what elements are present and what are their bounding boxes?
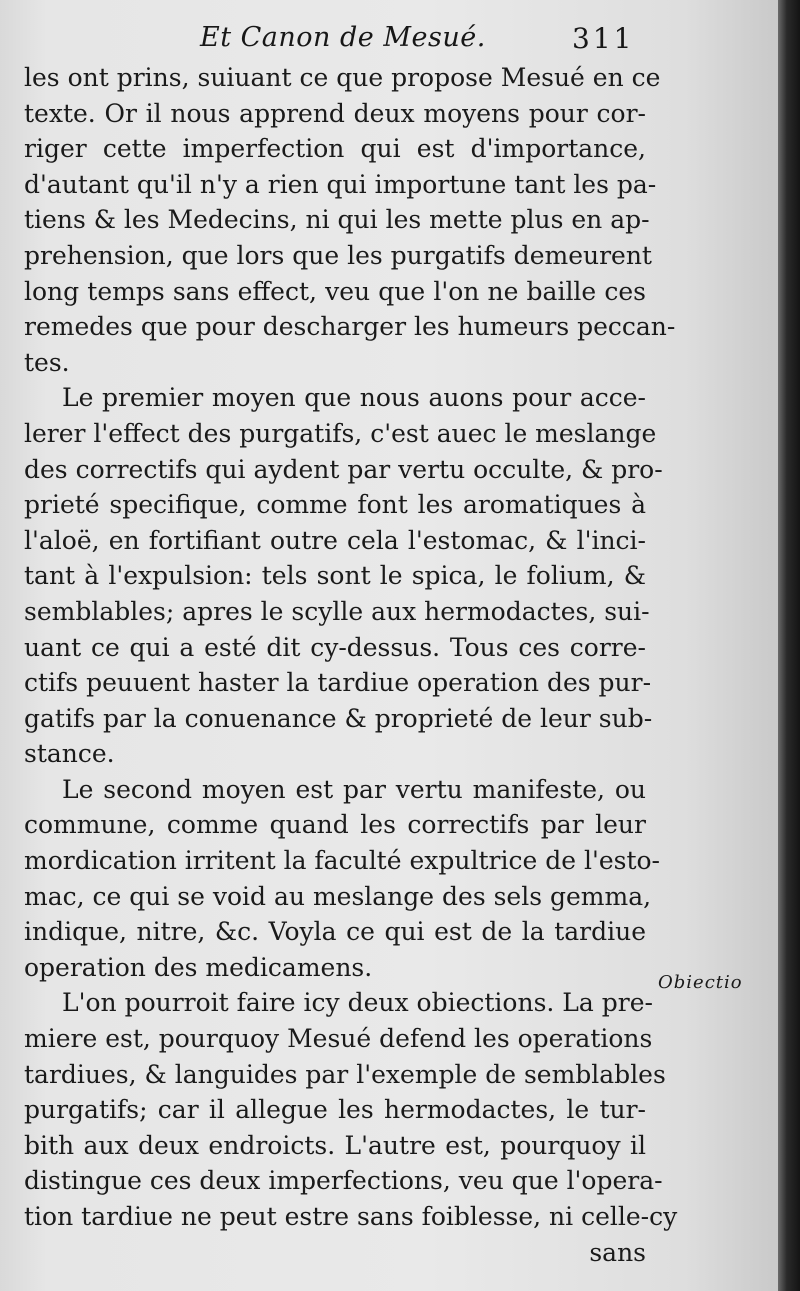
text-line: mordication irritent la faculté expultrice de l'esto- <box>24 846 660 876</box>
text-line: des correctifs qui aydent par vertu occulte, & pro- <box>24 454 663 484</box>
text-line: lerer l'effect des purgatifs, c'est auec le meslange <box>24 418 657 448</box>
text-line: gatifs par la conuenance & proprieté de leur sub- <box>24 703 653 733</box>
text-line: tant à l'expulsion: tels sont le spica, le folium, & <box>24 561 646 591</box>
text-line: texte. Or il nous apprend deux moyens pour cor- <box>24 98 646 128</box>
text-line: semblables; apres le scylle aux hermodactes, sui- <box>24 596 650 626</box>
margin-note: Obiectio <box>658 972 743 993</box>
text-line: tes. <box>24 347 70 377</box>
text-line: operation des medicamens. <box>24 952 373 982</box>
text-line: tiens & les Medecins, ni qui les mette plus en ap- <box>24 205 650 235</box>
text-line: remedes que pour descharger les humeurs peccan- <box>24 312 676 342</box>
book-gutter <box>778 0 800 1291</box>
body-text <box>24 60 678 1270</box>
text-line: tion tardiue ne peut estre sans foiblesse, ni celle-cy <box>24 1202 678 1231</box>
text-line: long temps sans effect, veu que l'on ne baille ces <box>24 276 646 306</box>
running-title: Et Canon de Mesué. <box>200 22 486 53</box>
page-number: 311 <box>572 22 635 55</box>
text-line: riger cette imperfection qui est d'importance, <box>24 134 646 164</box>
text-line: prieté specifique, comme font les aromatiques à <box>24 490 646 520</box>
text-line: distingue ces deux imperfections, veu que l'opera- <box>24 1166 663 1196</box>
paragraph-start: Le second moyen est par vertu manifeste, ou <box>62 774 646 804</box>
text-line: bith aux deux endroicts. L'autre est, pourquoy il <box>24 1130 646 1160</box>
paragraph-start: L'on pourroit faire icy deux obiections. La pre- <box>62 988 653 1018</box>
text-line: d'autant qu'il n'y a rien qui importune tant les pa- <box>24 169 657 199</box>
catchword: sans <box>589 1237 646 1267</box>
text-line: indique, nitre, &c. Voyla ce qui est de la tardiue <box>24 917 646 947</box>
text-line: uant ce qui a esté dit cy-dessus. Tous ces corre- <box>24 632 646 662</box>
text-line: tardiues, & languides par l'exemple de semblables <box>24 1059 666 1089</box>
text-line: purgatifs; car il allegue les hermodactes, le tur- <box>24 1095 646 1125</box>
text-line: mac, ce qui se void au meslange des sels gemma, <box>24 881 652 911</box>
text-line: commune, comme quand les correctifs par leur <box>24 810 646 840</box>
paragraph-start: Le premier moyen que nous auons pour acce- <box>62 383 646 413</box>
text-line: les ont prins, suiuant ce que propose Mesué en ce <box>24 63 661 92</box>
text-line: l'aloë, en fortifiant outre cela l'estomac, & l'inci- <box>24 525 646 555</box>
text-line: prehension, que lors que les purgatifs demeurent <box>24 240 652 270</box>
text-line: ctifs peuuent haster la tardiue operation des pur- <box>24 668 652 698</box>
text-line: miere est, pourquoy Mesué defend les operations <box>24 1024 653 1054</box>
text-line: stance. <box>24 739 115 769</box>
